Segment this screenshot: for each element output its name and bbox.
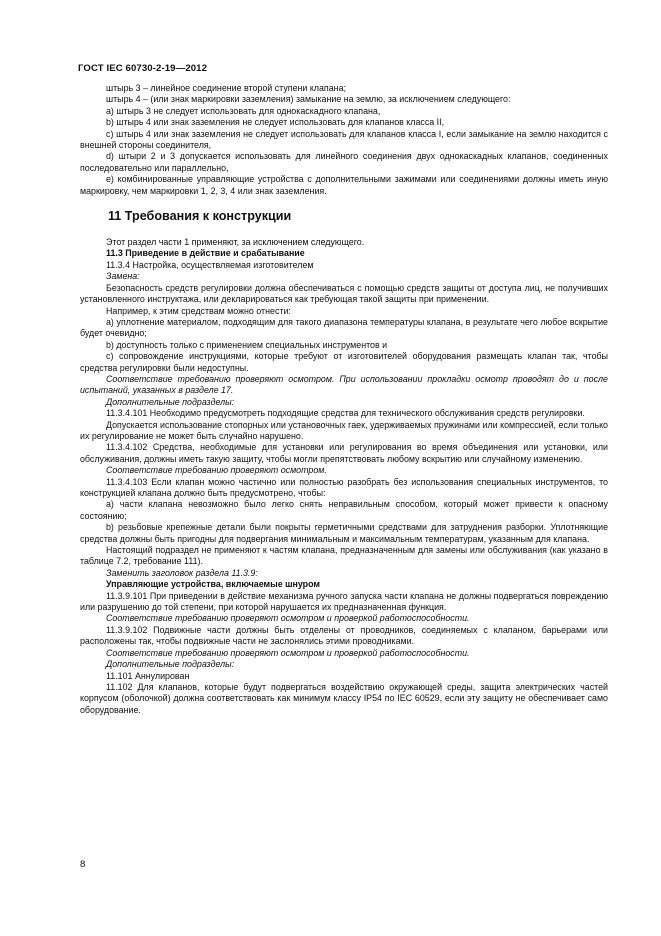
paragraph: b) штырь 4 или знак заземления не следует использовать для клапанов класса II, bbox=[106, 117, 445, 128]
paragraph: с) штырь 4 или знак заземления не следует использовать для клапанов класса I, если замыкание на землю находится с внешней стороны соединителя, bbox=[80, 128, 608, 151]
paragraph: b) доступность только с применением специальных инструментов и bbox=[106, 339, 388, 350]
paragraph: 11.3 Приведение в действие и срабатывание bbox=[106, 248, 305, 259]
paragraph: Допускается использование стопорных или установочных гаек, удерживаемых пружинами или компрессией, если только их регулирование не может быть случайно нарушено. bbox=[80, 419, 608, 441]
paragraph: d) штыри 2 и 3 допускается использовать для линейного соединения двух однокаскадных клапанов, соединенных последовательно или параллельно, bbox=[80, 151, 608, 173]
intro-list bbox=[80, 83, 608, 197]
paragraph: Дополнительные подразделы: bbox=[106, 659, 235, 670]
paragraph: е) комбинированные управляющие устройства с дополнительными зажимами или соединениями должны иметь иную маркировку, чем маркировки 1, 2, 3, 4 или знак заземления. bbox=[80, 174, 608, 196]
paragraph: штырь 4 – (или знак маркировки заземления) замыкание на землю, за исключением следующего: bbox=[106, 94, 511, 105]
paragraph: Например, к этим средствам можно отнести: bbox=[106, 305, 291, 316]
paragraph: Соответствие требованию проверяют осмотром. bbox=[106, 465, 327, 476]
paragraph: Соответствие требованию проверяют осмотром. При использовании прокладки осмотр проводят до и после испытаний, указанных в разделе 17. bbox=[80, 373, 608, 396]
paragraph: 11.102 Для клапанов, которые будут подвергаться воздействию окружающей среды, защита электрических частей корпусом (оболочкой) должна соответствовать как минимум классу IP54 по IEC 60529, если эту защиту не обеспечивает само оборудование. bbox=[80, 681, 608, 715]
paragraph: 11.101 Аннулирован bbox=[106, 670, 190, 681]
paragraph: штырь 3 – линейное соединение второй ступени клапана; bbox=[106, 83, 346, 93]
paragraph: b) резьбовые крепежные детали были покрыты герметичными средствами для затруднения разборки. Уплотняющие средства должны быть пригодны для подвергания минимальным и максимальным температурам, указанным для клапана. bbox=[80, 522, 608, 544]
paragraph: 11.3.4.101 Необходимо предусмотреть подходящие средства для технического обслуживания средств регулировки. bbox=[106, 408, 585, 419]
section-content bbox=[80, 237, 608, 716]
paragraph: Управляющие устройства, включаемые шнуром bbox=[106, 579, 320, 590]
document-body bbox=[80, 83, 608, 716]
document-header: ГОСТ IEC 60730-2-19—2012 bbox=[78, 63, 208, 74]
paragraph: с) сопровождение инструкциями, которые требуют от изготовителей оборудования размещать клапан так, чтобы средства регулировки были недоступны. bbox=[80, 351, 608, 373]
paragraph: Замена: bbox=[106, 271, 140, 282]
paragraph: Заменить заголовок раздела 11.3.9: bbox=[106, 567, 258, 578]
paragraph: Дополнительные подразделы: bbox=[106, 396, 235, 407]
paragraph: 11.3.9.101 При приведении в действие механизма ручного запуска части клапана не должны подвергаться повреждению или разрушению до той степени, при которой нарушается их предназначенная функция. bbox=[80, 590, 608, 613]
paragraph: а) уплотнение материалом, подходящим для такого диапазона температуры клапана, в результате чего любое вскрытие будет очевидно; bbox=[80, 316, 608, 339]
paragraph: а) части клапана невозможно было легко снять неправильным способом, который может привести к опасному состоянию; bbox=[80, 499, 608, 521]
paragraph: Соответствие требованию проверяют осмотром и проверкой работоспособности. bbox=[106, 613, 470, 624]
paragraph: 11.3.4.102 Средства, необходимые для установки или регулирования во время объединения или установки, или обслуживания, должны иметь такую защиту, чтобы могли препятствовать любому вскрытию или случайному изменению. bbox=[80, 442, 608, 464]
paragraph: Безопасность средств регулировки должна обеспечиваться с помощью средств защиты от доступа лиц, не получивших установленного инструктажа, или декларироваться как требующая такой защиты при применении. bbox=[80, 282, 608, 305]
paragraph: Соответствие требованию проверяют осмотром и проверкой работоспособности. bbox=[106, 647, 470, 658]
page-number: 8 bbox=[80, 859, 86, 870]
paragraph: 11.3.4.103 Если клапан можно частично или полностью разобрать без использования специальных инструментов, то конструкцией клапана должно быть предусмотрено, чтобы: bbox=[80, 476, 608, 498]
section-title: 11 Требования к конструкции bbox=[108, 209, 292, 224]
paragraph: Этот раздел части 1 применяют, за исключением следующего. bbox=[106, 237, 365, 248]
paragraph: 11.3.9.102 Подвижные части должны быть отделены от проводников, соединяемых с клапаном, барьерами или расположены так, чтобы подвижные части не заслонялись этими проводниками. bbox=[80, 624, 608, 647]
paragraph: а) штырь 3 не следует использовать для однокаскадного клапана, bbox=[106, 105, 381, 116]
paragraph: 11.3.4 Настройка, осуществляемая изготовителем bbox=[106, 259, 314, 270]
paragraph: Настоящий подраздел не применяют к частям клапана, предназначенным для замены или обслуживания (как указано в таблице 7.2, требование 111). bbox=[80, 545, 608, 567]
